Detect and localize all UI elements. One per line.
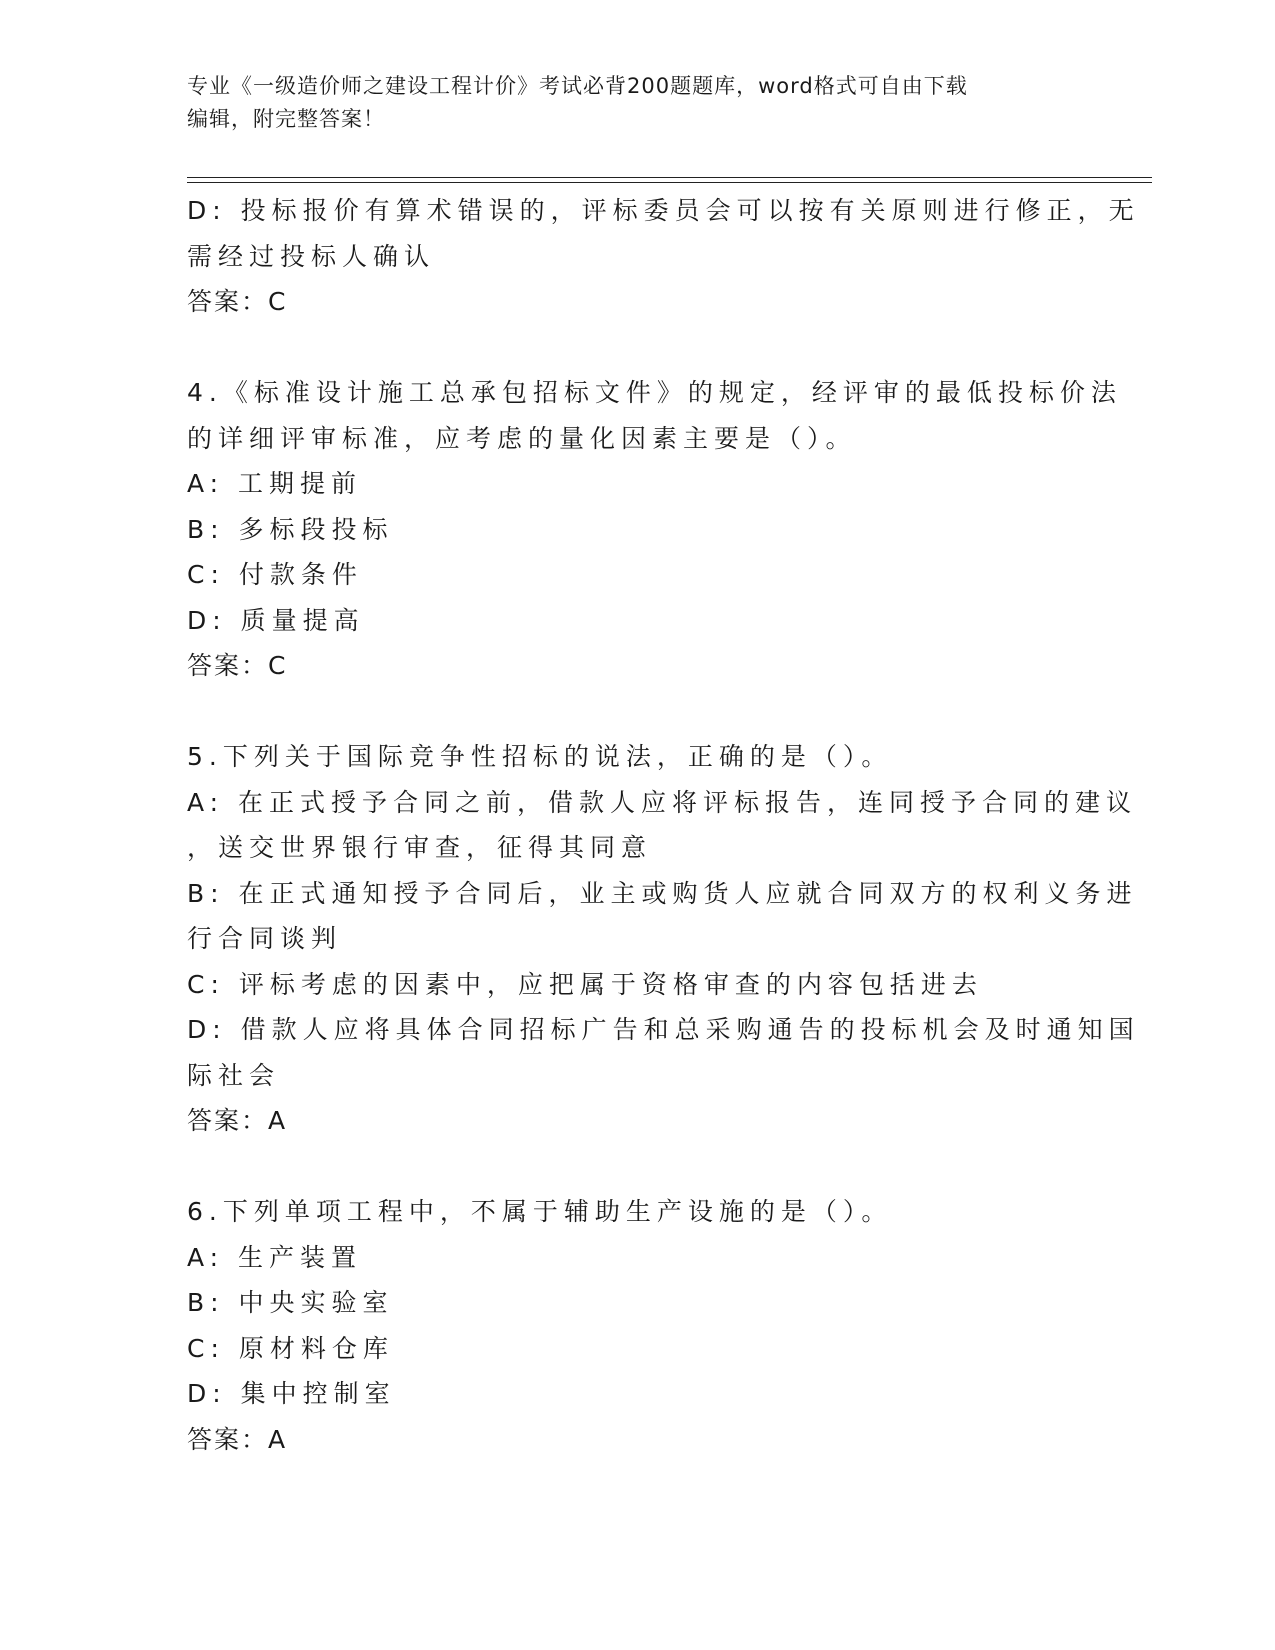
question-5 [187, 734, 1140, 1144]
header-divider-top [187, 177, 1152, 178]
document-body [187, 188, 1140, 1462]
q6-option-a: A: 生产装置 [187, 1242, 363, 1272]
q5-option-b-line2: 行合同谈判 [187, 924, 343, 953]
q5-option-d-line1: D: 借款人应将具体合同招标广告和总采购通告的投标机会及时通知国 [187, 1015, 1140, 1044]
q4-option-b: B: 多标段投标 [187, 514, 394, 544]
header-divider-bottom [187, 182, 1152, 183]
spacer [187, 1144, 1087, 1190]
q5-option-a-line1: A: 在正式授予合同之前，借款人应将评标报告，连同授予合同的建议 [187, 787, 1138, 817]
q4-stem-line1: 4.《标准设计施工总承包招标文件》的规定，经评审的最低投标价法 [187, 378, 1122, 407]
q5-option-c: C: 评标考虑的因素中，应把属于资格审查的内容包括进去 [187, 969, 983, 999]
q5-option-a-line2: ，送交世界银行审查，征得其同意 [187, 833, 653, 862]
q6-option-c: C: 原材料仓库 [187, 1333, 394, 1363]
header-title-line1: 专业《一级造价师之建设工程计价》考试必背200题题库，word格式可自由下载 [187, 74, 968, 98]
q6-option-d: D: 集中控制室 [187, 1379, 396, 1408]
header-title-line2: 编辑，附完整答案！ [187, 107, 385, 131]
q5-option-d-line2: 际社会 [187, 1060, 281, 1090]
q3-answer: 答案：C [187, 287, 288, 316]
q3-option-d-line1: D: 投标报价有算术错误的，评标委员会可以按有关原则进行修正，无 [187, 196, 1140, 225]
q6-option-b: B: 中央实验室 [187, 1288, 394, 1317]
question-3-tail [187, 188, 1140, 325]
q4-option-a: A: 工期提前 [187, 469, 363, 498]
q5-answer: 答案：A [187, 1106, 288, 1135]
q6-stem: 6.下列单项工程中，不属于辅助生产设施的是（）。 [187, 1197, 893, 1226]
q4-stem-line2: 的详细评审标准，应考虑的量化因素主要是（）。 [187, 423, 857, 453]
q3-option-d-line2: 需经过投标人确认 [187, 241, 436, 271]
spacer [187, 325, 1087, 371]
question-6 [187, 1189, 1087, 1462]
q4-option-d: D: 质量提高 [187, 605, 365, 635]
spacer [187, 689, 1087, 735]
q6-answer: 答案：A [187, 1424, 288, 1454]
q5-option-b-line1: B: 在正式通知授予合同后，业主或购货人应就合同双方的权利义务进 [187, 878, 1138, 908]
document-header [187, 70, 1067, 136]
q4-answer: 答案：C [187, 651, 288, 680]
q4-option-c: C: 付款条件 [187, 560, 363, 589]
question-4 [187, 370, 1122, 689]
q5-stem: 5.下列关于国际竞争性招标的说法，正确的是（）。 [187, 742, 893, 771]
